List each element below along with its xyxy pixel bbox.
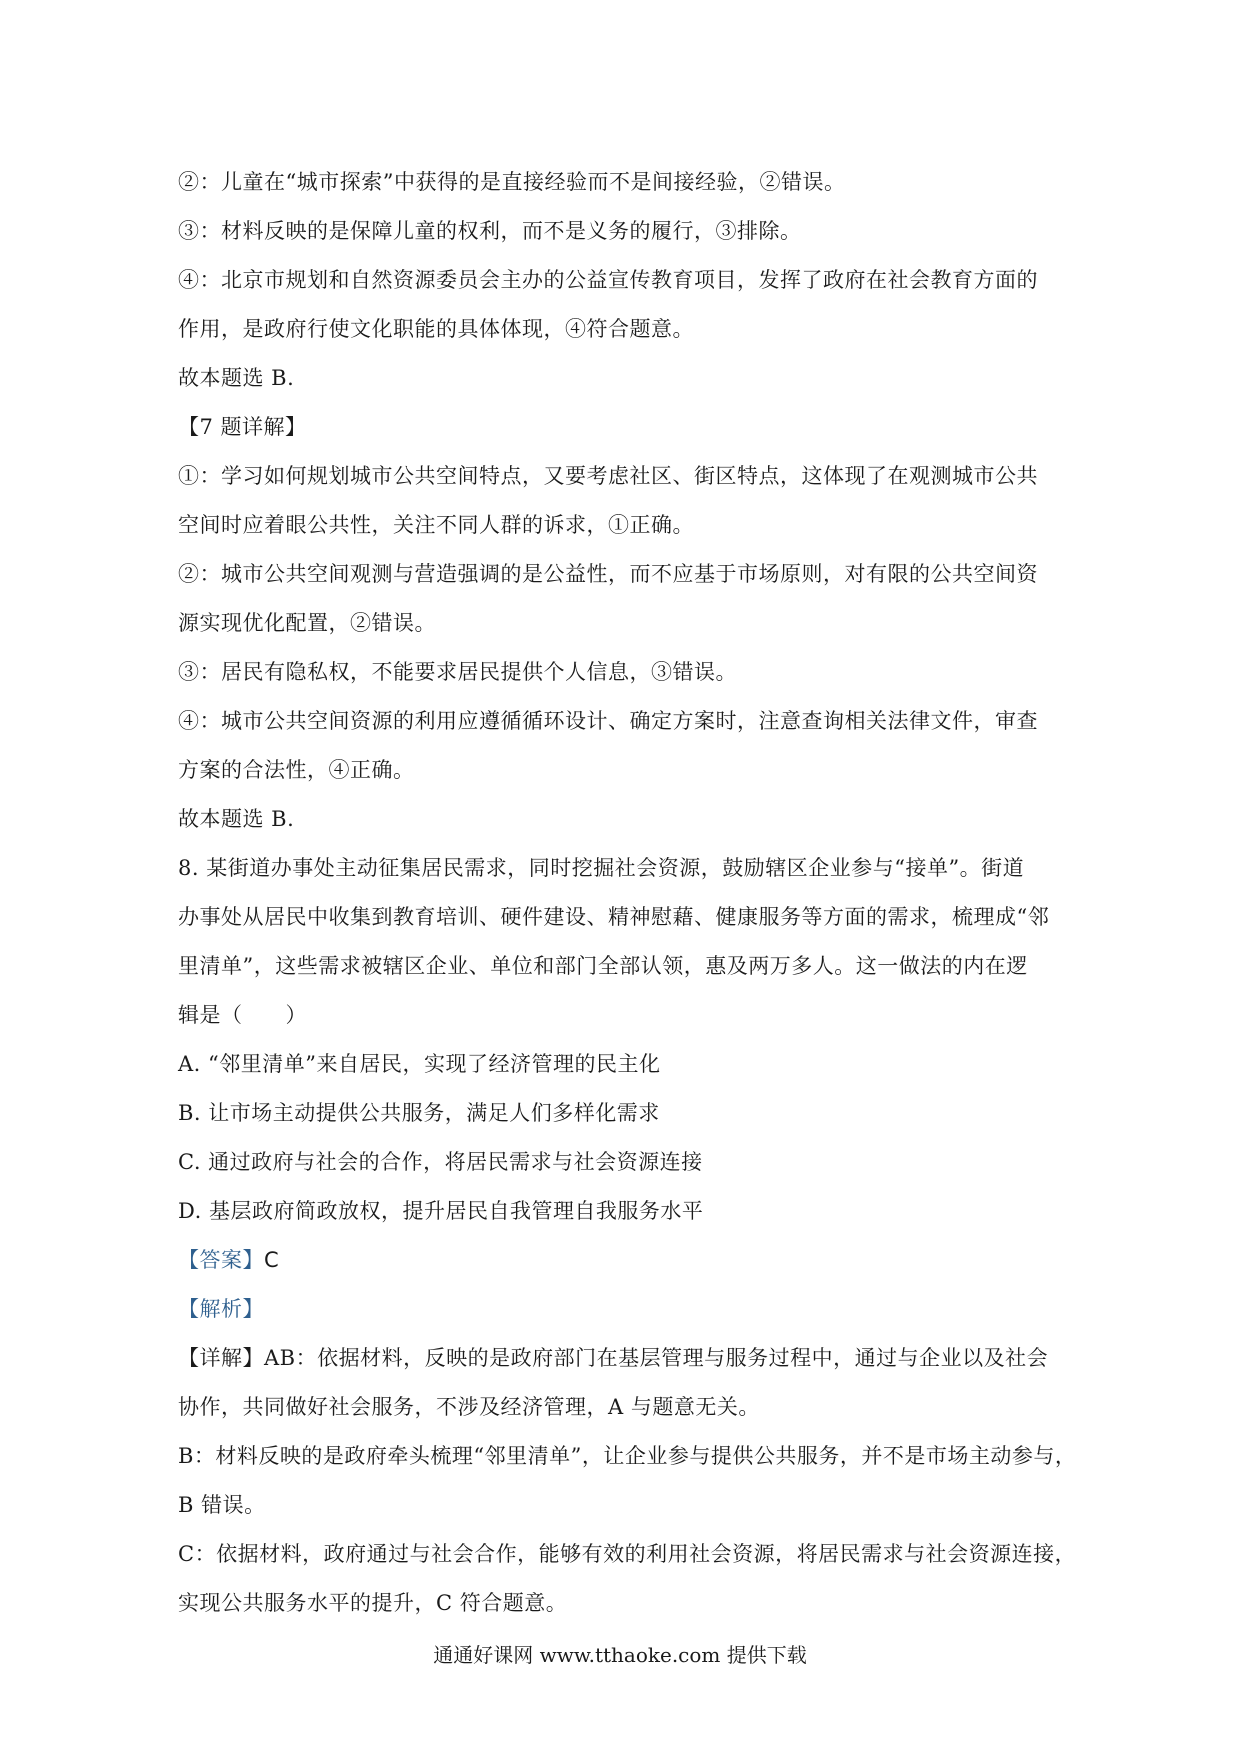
text-line: ④：城市公共空间资源的利用应遵循循环设计、确定方案时，注意查询相关法律文件，审查: [178, 709, 1038, 733]
question-stem: 办事处从居民中收集到教育培训、硬件建设、精神慰藉、健康服务等方面的需求，梳理成“邻: [178, 905, 1050, 929]
answer-label: 【答案】: [178, 1248, 264, 1272]
document-body: [178, 158, 1078, 1628]
text-line: 故本题选 B.: [178, 807, 295, 831]
text-line: 作用，是政府行使文化职能的具体体现，④符合题意。: [178, 317, 694, 341]
option-d: D. 基层政府简政放权，提升居民自我管理自我服务水平: [178, 1199, 704, 1223]
text-line: 方案的合法性，④正确。: [178, 758, 415, 782]
detail-line: B：材料反映的是政府牵头梳理“邻里清单”，让企业参与提供公共服务，并不是市场主动参与，: [178, 1444, 1077, 1468]
answer-value: C: [264, 1248, 280, 1272]
text-line: ①：学习如何规划城市公共空间特点，又要考虑社区、街区特点，这体现了在观测城市公共: [178, 464, 1038, 488]
detail-line: 协作，共同做好社会服务，不涉及经济管理，A 与题意无关。: [178, 1395, 760, 1419]
answer-line: [178, 1236, 1078, 1285]
option-b: B. 让市场主动提供公共服务，满足人们多样化需求: [178, 1101, 660, 1125]
question-stem: 辑是（ ）: [178, 1003, 307, 1027]
section-heading: 【7 题详解】: [178, 415, 307, 439]
text-line: 空间时应着眼公共性，关注不同人群的诉求，①正确。: [178, 513, 694, 537]
text-line: 故本题选 B.: [178, 366, 295, 390]
question-stem: 8. 某街道办事处主动征集居民需求，同时挖掘社会资源，鼓励辖区企业参与“接单”。街道: [178, 856, 1025, 880]
detail-line: B 错误。: [178, 1493, 266, 1517]
detail-line: [178, 1334, 1078, 1383]
analysis-label: 【解析】: [178, 1297, 264, 1321]
text-line: 源实现优化配置，②错误。: [178, 611, 436, 635]
text-line: ③：材料反映的是保障儿童的权利，而不是义务的履行，③排除。: [178, 219, 802, 243]
detail-label: 【详解】: [178, 1346, 264, 1370]
text-line: ③：居民有隐私权，不能要求居民提供个人信息，③错误。: [178, 660, 737, 684]
text-line: ②：城市公共空间观测与营造强调的是公益性，而不应基于市场原则，对有限的公共空间资: [178, 562, 1038, 586]
text-line: ④：北京市规划和自然资源委员会主办的公益宣传教育项目，发挥了政府在社会教育方面的: [178, 268, 1038, 292]
detail-line: 实现公共服务水平的提升，C 符合题意。: [178, 1591, 568, 1615]
text-line: ②：儿童在“城市探索”中获得的是直接经验而不是间接经验，②错误。: [178, 170, 846, 194]
footer-credit: 通通好课网 www.tthaoke.com 提供下载: [433, 1643, 807, 1667]
option-a: A. “邻里清单”来自居民，实现了经济管理的民主化: [178, 1052, 661, 1076]
detail-text: AB：依据材料，反映的是政府部门在基层管理与服务过程中，通过与企业以及社会: [264, 1346, 1049, 1370]
detail-line: C：依据材料，政府通过与社会合作，能够有效的利用社会资源，将居民需求与社会资源连接，: [178, 1542, 1077, 1566]
option-c: C. 通过政府与社会的合作，将居民需求与社会资源连接: [178, 1150, 703, 1174]
question-stem: 里清单”，这些需求被辖区企业、单位和部门全部认领，惠及两万多人。这一做法的内在逻: [178, 954, 1028, 978]
